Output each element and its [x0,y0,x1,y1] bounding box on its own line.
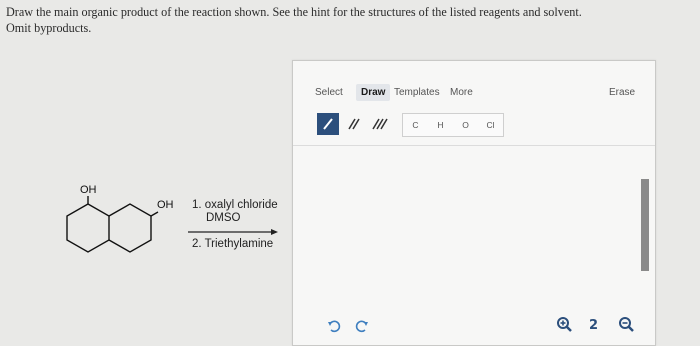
zoom-reset-button[interactable] [584,313,606,335]
double-bond-tool[interactable] [343,113,365,135]
redo-icon [355,319,369,333]
atom-o-button[interactable]: O [462,120,469,130]
oh-right-bond [151,212,158,216]
oh-top-label: OH [80,184,97,196]
undo-icon [327,319,341,333]
zoom-out-button[interactable] [615,313,637,335]
atom-cl-button[interactable]: Cl [486,120,495,130]
zoom-reset-icon [587,316,603,332]
atom-h-button[interactable]: H [437,120,444,130]
reagent-step1: 1. oxalyl chloride [192,199,278,211]
reagent-step2: 2. Triethylamine [192,238,274,250]
right-ring [109,204,151,252]
editor-tabs [293,61,655,113]
arrow-head [271,229,278,235]
atom-palette [402,113,504,137]
triple-bond-tool[interactable] [369,113,391,135]
tab-draw[interactable]: Draw [356,84,390,101]
zoom-out-icon [618,316,634,332]
redo-button[interactable] [351,315,373,337]
question-text [6,4,646,36]
atom-c-button[interactable]: C [412,120,419,130]
triple-bond-icon [372,117,388,131]
tab-templates[interactable]: Templates [394,87,440,98]
reagent-solvent: DMSO [206,212,241,224]
erase-button[interactable]: Erase [609,87,636,98]
toolbar-divider [293,145,655,146]
zoom-in-button[interactable] [553,313,575,335]
undo-button[interactable] [323,315,345,337]
canvas-scrollbar[interactable] [641,179,649,271]
double-bond-icon [347,117,361,131]
svg-text:2: 2 [589,318,599,332]
drawing-canvas[interactable] [293,147,637,305]
question-line-1: Draw the main organic product of the reaction shown. See the hint for the structures of the listed reagents and solvent. [6,5,582,19]
left-ring [67,204,109,252]
single-bond-icon [321,117,335,131]
structure-editor[interactable] [292,60,656,346]
zoom-in-icon [556,316,572,332]
tab-more[interactable]: More [450,87,473,98]
single-bond-tool[interactable] [317,113,339,135]
question-line-2: Omit byproducts. [6,21,92,35]
oh-right-label: OH [157,199,174,211]
tab-select[interactable]: Select [315,87,343,98]
